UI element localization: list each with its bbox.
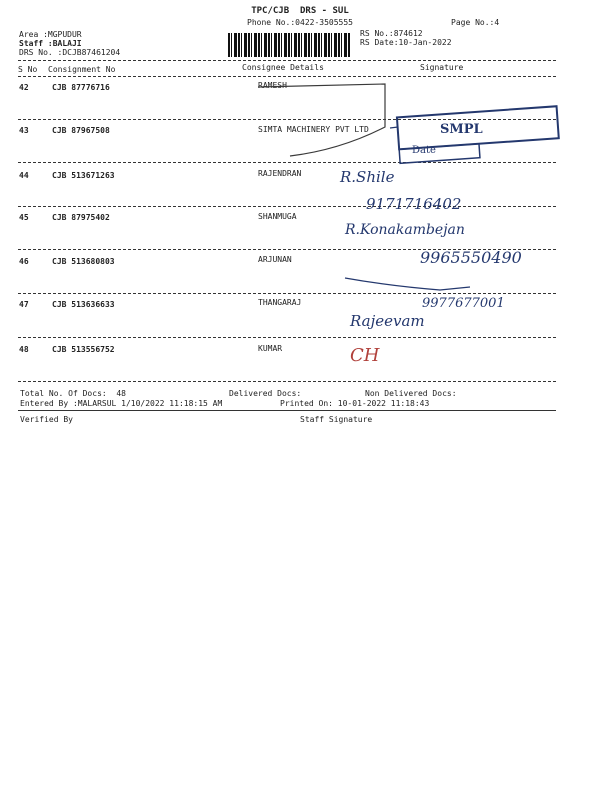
- drs-number: DRS No. :DCJB87461204: [19, 48, 121, 57]
- row-consignee: KUMAR: [258, 344, 283, 353]
- entered-by: Entered By :MALARSUL 1/10/2022 11:18:15 AM: [20, 399, 223, 408]
- row-consignment: CJB 513680803: [52, 257, 115, 266]
- row-sno: 46: [19, 257, 29, 266]
- staff-signature: Staff Signature: [300, 415, 373, 424]
- row-sno: 44: [19, 171, 29, 180]
- row-consignment: CJB 513671263: [52, 171, 115, 180]
- col-consignment: Consignment No: [48, 65, 116, 74]
- footer-divider: [18, 410, 556, 411]
- verified-by: Verified By: [20, 415, 73, 424]
- page-number: Page No.:4: [451, 18, 500, 27]
- row-consignee: SHANMUGA: [258, 212, 297, 221]
- printed-on: Printed On: 10-01-2022 11:18:43: [280, 399, 430, 408]
- area-label: Area :MGPUDUR: [19, 30, 82, 39]
- row-sno: 47: [19, 300, 29, 309]
- row-sno: 43: [19, 126, 29, 135]
- row-consignment: CJB 87975402: [52, 213, 110, 222]
- row-consignment: CJB 87776716: [52, 83, 110, 92]
- row44-phone: 9171716402: [366, 195, 462, 213]
- row-sno: 48: [19, 345, 29, 354]
- row47-signature: Rajeevam: [350, 312, 425, 330]
- delivered-docs: Delivered Docs:: [229, 389, 302, 398]
- col-signature: Signature: [420, 63, 464, 72]
- rs-date: RS Date:10-Jan-2022: [360, 38, 452, 47]
- col-consignee: Consignee Details: [242, 63, 324, 72]
- row47-phone: 9977677001: [422, 296, 505, 311]
- staff-label: Staff :BALAJI: [19, 39, 82, 48]
- row44-signature: R.Shile: [340, 168, 395, 186]
- row-consignee: THANGARAJ: [258, 298, 302, 307]
- col-sno: S No: [18, 65, 38, 74]
- non-delivered-docs: Non Delivered Docs:: [365, 389, 457, 398]
- row48-signature: CH: [350, 345, 380, 366]
- row-consignee: SIMTA MACHINERY PVT LTD: [258, 125, 369, 134]
- rs-number: RS No.:874612: [360, 29, 423, 38]
- stamp-date: Date: [412, 145, 436, 156]
- row-consignment: CJB 513636633: [52, 300, 115, 309]
- row45-signature: R.Konakambejan: [345, 222, 465, 238]
- row-consignee: ARJUNAN: [258, 255, 292, 264]
- row-consignment: CJB 513556752: [52, 345, 115, 354]
- total-docs: Total No. Of Docs: 48: [20, 389, 126, 398]
- row-consignee: RAMESH: [258, 81, 287, 90]
- row-consignment: CJB 87967508: [52, 126, 110, 135]
- row-sno: 45: [19, 213, 29, 222]
- row46-phone: 9965550490: [420, 248, 522, 267]
- row-sno: 42: [19, 83, 29, 92]
- row-consignee: RAJENDRAN: [258, 169, 302, 178]
- phone-number: Phone No.:0422-3505555: [247, 18, 353, 27]
- document-title: TPC/CJB DRS - SUL: [251, 6, 349, 16]
- stamp-text: SMPL: [440, 122, 483, 137]
